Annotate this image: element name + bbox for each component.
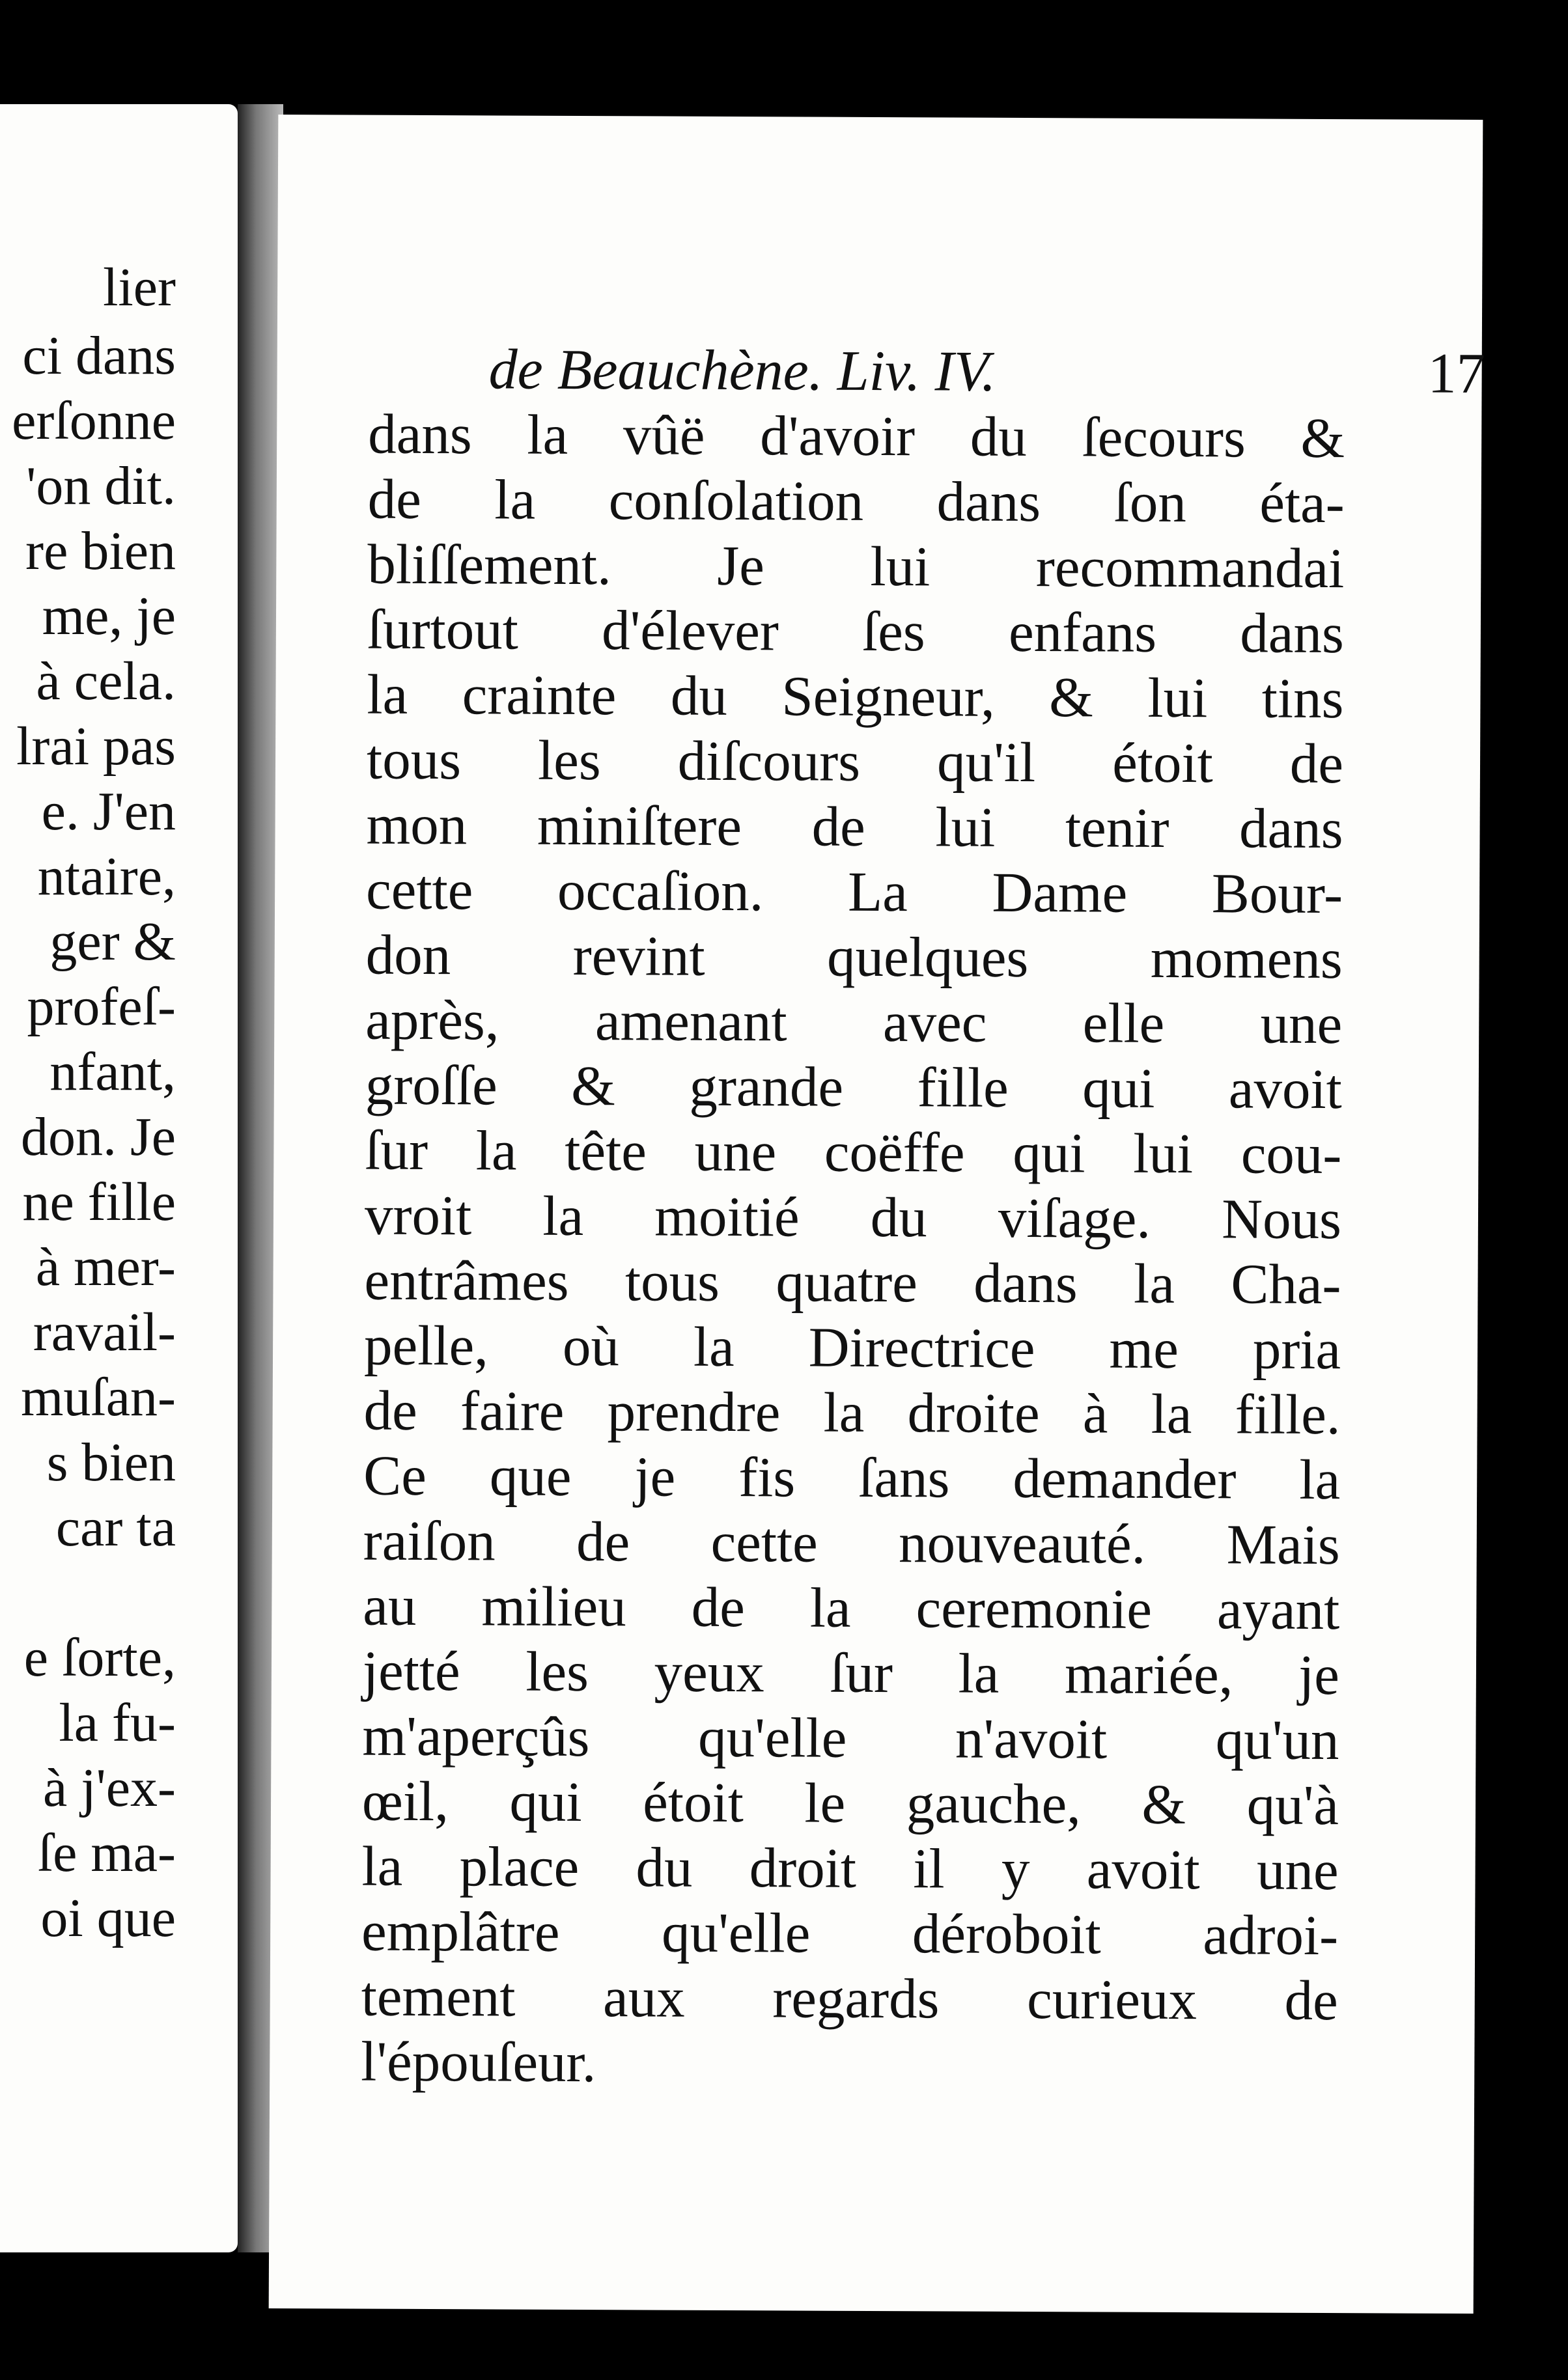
left-line: ne fille [22, 1172, 176, 1232]
text-line: la place du droit il y avoit une [361, 1834, 1339, 1902]
text-line: groſſe & grande fille qui avoit [365, 1053, 1343, 1121]
left-line: à cela. [36, 651, 176, 712]
left-line: à mer- [35, 1237, 176, 1297]
left-line: oi que [40, 1888, 176, 1948]
text-line: entrâmes tous quatre dans la Cha- [364, 1248, 1341, 1316]
left-line: la fu- [59, 1693, 176, 1753]
running-title: de Beauchène. Liv. IV. [488, 338, 996, 404]
text-line: œil, qui étoit le gauche, & qu'à [361, 1769, 1339, 1837]
text-line: Ce que je fis ſans demander la [363, 1443, 1341, 1512]
left-line: erſonne [12, 391, 176, 451]
left-page [0, 104, 238, 2252]
text-line: don revint quelques momens [365, 922, 1343, 991]
left-line: à j'ex- [42, 1758, 176, 1818]
left-line: don. Je [21, 1107, 176, 1167]
text-line: de faire prendre la droite à la fille. [363, 1378, 1341, 1446]
text-line: ſur la tête une coëffe qui lui cou- [365, 1118, 1342, 1186]
text-line: emplâtre qu'elle déroboit adroi- [361, 1899, 1339, 1967]
text-line: tement aux regards curieux de [361, 1964, 1338, 2032]
text-line: au milieu de la ceremonie ayant [363, 1573, 1340, 1642]
left-line: re bien [25, 521, 176, 581]
text-line: dans la vûë d'avoir du ſecours & [368, 402, 1345, 470]
left-line: nfant, [49, 1042, 176, 1102]
left-line: ſe ma- [37, 1823, 176, 1883]
text-line: vroit la moitié du viſage. Nous [364, 1183, 1342, 1251]
left-line: 'on dit. [26, 456, 176, 516]
page-number: 17 [1427, 342, 1485, 406]
text-line: pelle, où la Directrice me pria [363, 1313, 1341, 1381]
text-line: tous les diſcours qu'il étoit de [366, 727, 1344, 796]
left-line: car ta [55, 1497, 176, 1558]
text-line: ſurtout d'élever ſes enfans dans [367, 597, 1345, 665]
text-line: de la conſolation dans ſon éta- [367, 467, 1345, 535]
right-page [269, 115, 1483, 2314]
left-line: e. J'en [41, 781, 176, 842]
text-line: raiſon de cette nouveauté. Mais [363, 1508, 1341, 1577]
text-line: jetté les yeux ſur la mariée, je [362, 1639, 1340, 1707]
left-line: ntaire, [37, 846, 176, 907]
left-line: ravail- [33, 1302, 176, 1363]
text-line: bliſſement. Je lui recommandai [367, 532, 1345, 600]
left-line: muſan- [21, 1367, 176, 1428]
text-line: m'aperçûs qu'elle n'avoit qu'un [362, 1704, 1339, 1772]
left-line: s bien [46, 1432, 176, 1493]
text-line: la crainte du Seigneur, & lui tins [367, 662, 1344, 730]
left-line: lier [103, 257, 176, 318]
left-line: ger & [49, 911, 176, 972]
text-line: l'épouſeur. [361, 2029, 596, 2094]
left-line: lrai pas [16, 716, 176, 777]
left-line: e ſorte, [23, 1627, 176, 1688]
text-line: cette occaſion. La Dame Bour- [365, 857, 1343, 926]
left-line: me, je [42, 586, 176, 646]
text-line: après, amenant avec elle une [365, 988, 1343, 1056]
text-line: mon miniſtere de lui tenir dans [366, 792, 1343, 861]
running-head [488, 337, 1485, 407]
left-line: ci dans [22, 325, 176, 386]
left-line: profeſ- [27, 976, 176, 1037]
body-text [361, 402, 1345, 2099]
